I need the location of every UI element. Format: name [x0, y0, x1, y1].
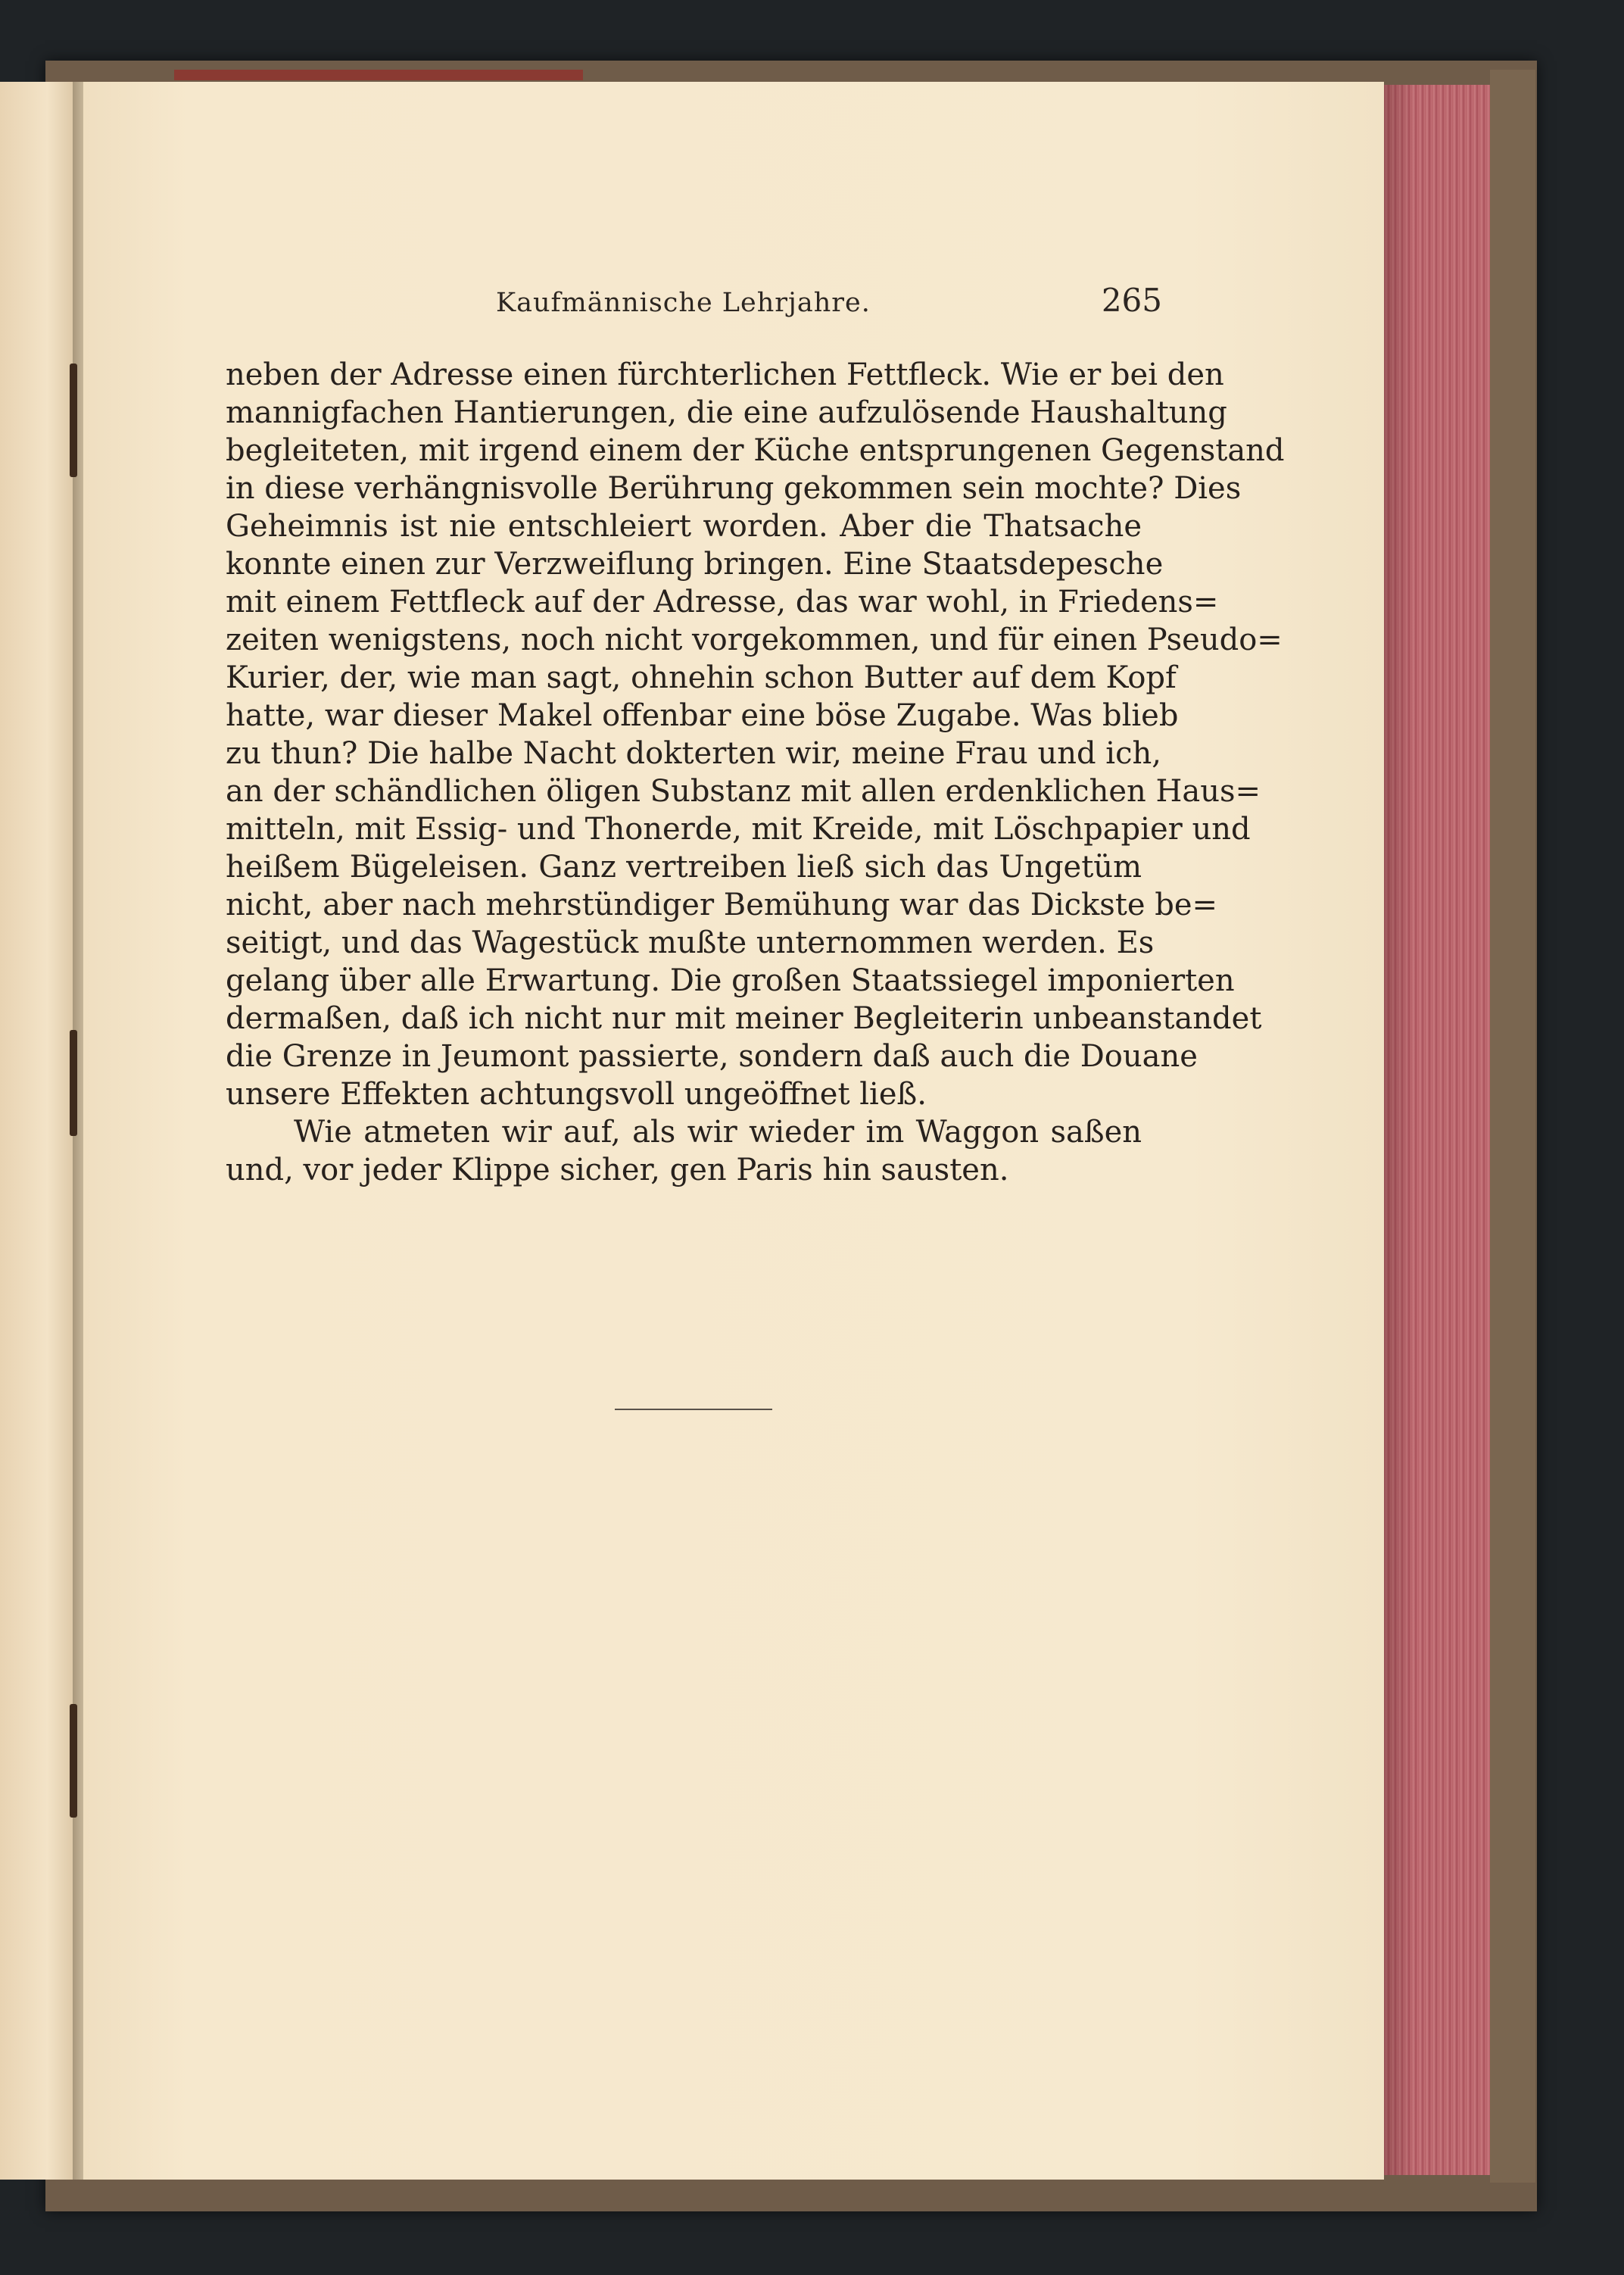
text-line: Kurier, der, wie man sagt, ohnehin schon Butter auf dem Kopf — [226, 660, 1177, 695]
text-line: zu thun? Die halbe Nacht dokterten wir, meine Frau und ich, — [226, 736, 1161, 771]
left-page-edge — [0, 82, 79, 2180]
text-line: in diese verhängnisvolle Berührung gekommen sein mochte? Dies — [226, 471, 1242, 506]
text-line: gelang über alle Erwartung. Die großen Staatssiegel imponierten — [226, 963, 1235, 998]
text-line: mitteln, mit Essig- und Thonerde, mit Kreide, mit Löschpapier und — [226, 812, 1251, 847]
text-line: neben der Adresse einen fürchterlichen Fettfleck. Wie er bei den — [226, 357, 1224, 392]
text-line: die Grenze in Jeumont passierte, sondern daß auch die Douane — [226, 1039, 1198, 1074]
text-line: Geheimnis ist nie entschleiert worden. Aber die Thatsache — [226, 509, 1142, 544]
cover-stripe — [174, 70, 583, 80]
page-edges-shadow — [1384, 85, 1414, 2175]
section-end-rule — [615, 1409, 772, 1410]
text-line: mit einem Fettfleck auf der Adresse, das war wohl, in Friedens= — [226, 585, 1219, 619]
binding-thread — [70, 364, 77, 477]
text-line: heißem Bügeleisen. Ganz vertreiben ließ sich das Ungetüm — [226, 850, 1142, 885]
text-line: begleiteten, mit irgend einem der Küche entsprungenen Gegenstand — [226, 433, 1285, 468]
text-line: und, vor jeder Klippe sicher, gen Paris hin sausten. — [226, 1153, 1009, 1187]
text-line: seitigt, und das Wagestück mußte unternommen werden. Es — [226, 925, 1155, 960]
text-line: an der schändlichen öligen Substanz mit allen erdenklichen Haus= — [226, 774, 1261, 809]
binding-thread — [70, 1030, 77, 1136]
text-line: hatte, war dieser Makel offenbar eine böse Zugabe. Was blieb — [226, 698, 1179, 733]
text-line: konnte einen zur Verzweiflung bringen. Eine Staatsdepesche — [226, 547, 1164, 582]
text-line: nicht, aber nach mehrstündiger Bemühung war das Dickste be= — [226, 888, 1218, 922]
body-text — [226, 356, 1285, 1189]
binding-thread — [70, 1704, 77, 1818]
text-line: unsere Effekten achtungsvoll ungeöffnet ließ. — [226, 1077, 927, 1112]
page-number: 265 — [1101, 282, 1162, 319]
text-line: zeiten wenigstens, noch nicht vorgekommen, und für einen Pseudo= — [226, 623, 1283, 657]
text-line: mannigfachen Hantierungen, die eine aufzulösende Haushaltung — [226, 395, 1227, 430]
text-line: Wie atmeten wir auf, als wir wieder im Waggon saßen — [294, 1115, 1142, 1150]
cover-edge — [1490, 70, 1535, 2183]
running-head-title: Kaufmännische Lehrjahre. — [496, 288, 871, 318]
running-head — [227, 282, 1162, 326]
text-line: dermaßen, daß ich nicht nur mit meiner Begleiterin unbeanstandet — [226, 1001, 1262, 1036]
